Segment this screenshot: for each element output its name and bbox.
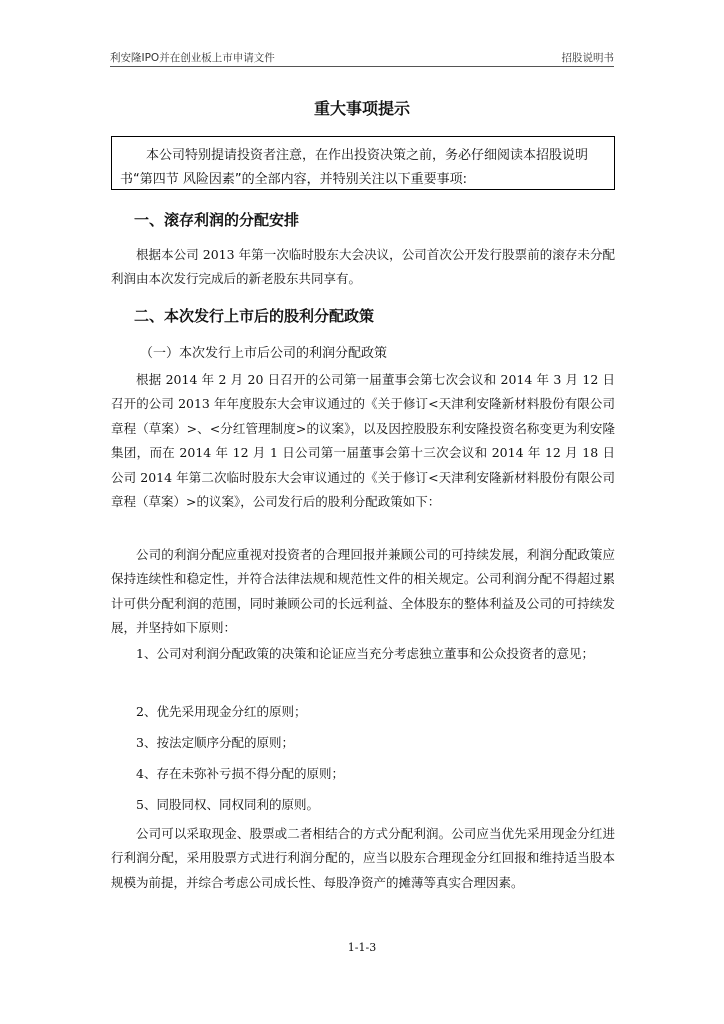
list-item: 4、存在未弥补亏损不得分配的原则； (136, 766, 344, 781)
body-paragraph: 根据 2014 年 2 月 20 日召开的公司第一届董事会第七次会议和 2014 年 3 月 12 日召开的公司 2013 年年度股东大会审议通过的《关于修订<天津利安隆新材料股份有限公司章程（草案）>、<分红管理制度>的议案》，以及因控股股东利安隆投资名称变更为利安隆集团，而在 2014 年 12 月 1 日公司第一届董事会第十三次会议和 2014 年 12 月 18 日公司 2014 年第二次临时股东大会审议通过的《关于修订<天津利安隆新材料股份有限公司章程（草案）>的议案》，公司发行后的股利分配政策如下： (111, 372, 615, 510)
running-header (110, 50, 614, 65)
header-right-text: 招股说明书 (561, 52, 614, 64)
list-item: 3、按法定顺序分配的原则； (136, 735, 294, 750)
page-number: 1-1-3 (347, 941, 377, 954)
notice-box (111, 136, 615, 190)
section2-subheading: （一）本次发行上市后公司的利润分配政策 (140, 346, 388, 361)
list-item: 5、同股同权、同权同利的原则。 (136, 797, 319, 812)
page-title: 重大事项提示 (313, 99, 410, 118)
header-rule (110, 66, 614, 67)
header-left-text: 利安隆IPO并在创业板上市申请文件 (110, 52, 275, 64)
list-item: 1、公司对利润分配政策的决策和论证应当充分考虑独立董事和公众投资者的意见； (136, 646, 594, 661)
notice-text: 本公司特别提请投资者注意，在作出投资决策之前，务必仔细阅读本招股说明书“第四节 风险因素”的全部内容，并特别关注以下重要事项: (120, 148, 589, 187)
body-paragraph: 公司的利润分配应重视对投资者的合理回报并兼顾公司的可持续发展，利润分配政策应保持连续性和稳定性，并符合法律法规和规范性文件的相关规定。公司利润分配不得超过累计可供分配利润的范围，同时兼顾公司的长远利益、全体股东的整体利益及公司的可持续发展，并坚持如下原则： (111, 547, 615, 636)
section1-heading: 一、滚存利润的分配安排 (134, 211, 300, 229)
body-paragraph: 公司可以采取现金、股票或二者相结合的方式分配利润。公司应当优先采用现金分红进行利润分配，采用股票方式进行利润分配的，应当以股东合理现金分红回报和维持适当股本规模为前提，并综合考虑公司成长性、每股净资产的摊薄等真实合理因素。 (111, 826, 615, 890)
section2-heading: 二、本次发行上市后的股利分配政策 (134, 307, 375, 325)
list-item: 2、优先采用现金分红的原则； (136, 704, 307, 719)
section1-paragraph: 根据本公司 2013 年第一次临时股东大会决议，公司首次公开发行股票前的滚存未分配利润由本次发行完成后的新老股东共同享有。 (111, 247, 615, 287)
